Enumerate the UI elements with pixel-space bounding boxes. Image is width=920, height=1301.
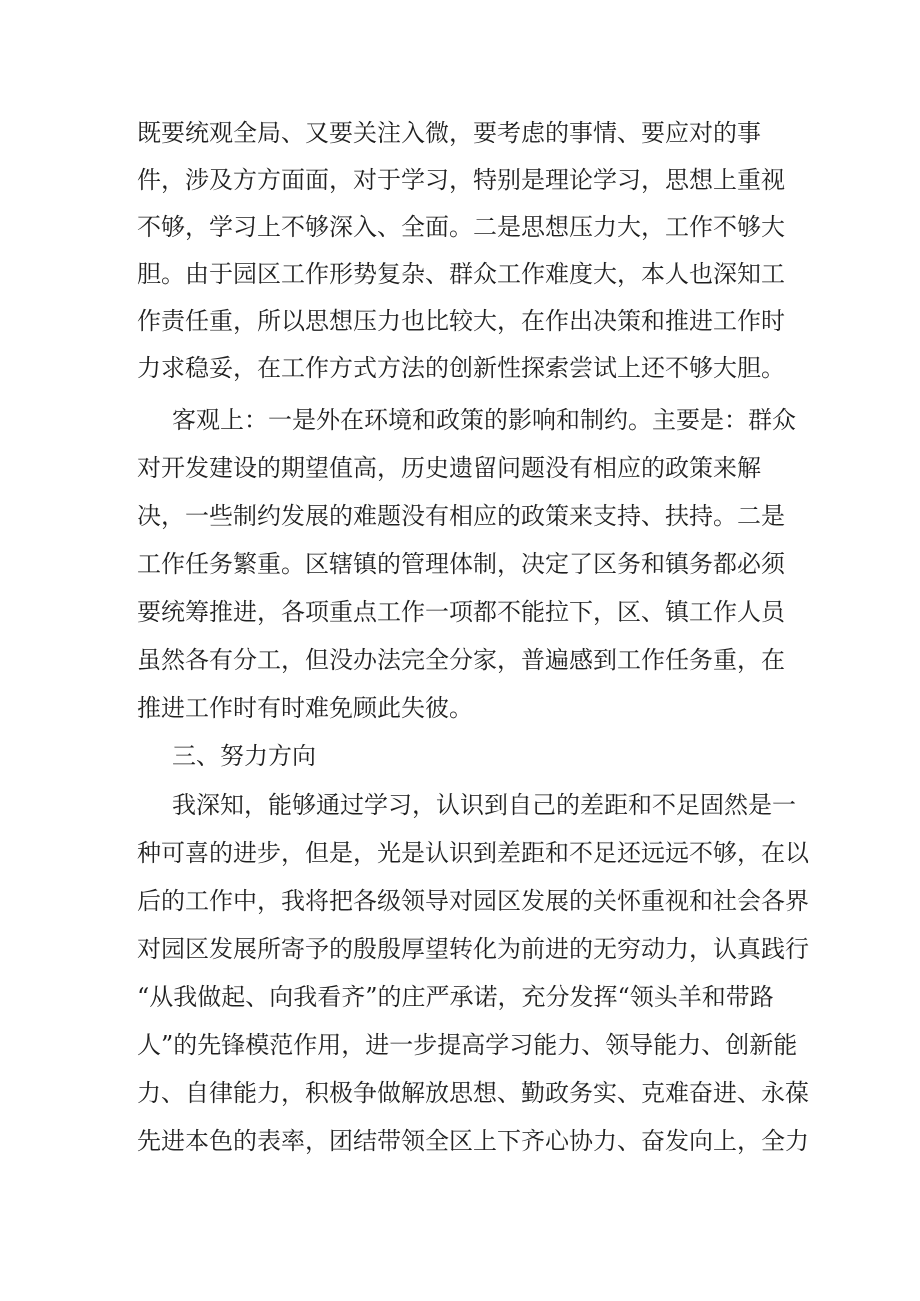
text-line-18: 对园区发展所寄予的殷殷厚望转化为前进的无穷动力，认真践行 (137, 935, 809, 963)
section-heading: 三、努力方向 (172, 742, 316, 770)
text-line-20: 人”的先锋模范作用，进一步提高学习能力、领导能力、创新能 (137, 1031, 798, 1059)
text-line-15: 我深知，能够通过学习，认识到自己的差距和不足固然是一 (172, 791, 796, 819)
text-line-8: 对开发建设的期望值高，历史遗留问题没有相应的政策来解 (137, 454, 761, 482)
text-line-13: 推进工作时有时难免顾此失彼。 (137, 694, 473, 722)
text-line-9: 决，一些制约发展的难题没有相应的政策来支持、扶持。二是 (137, 502, 785, 530)
text-line-4: 胆。由于园区工作形势复杂、群众工作难度大，本人也深知工 (137, 260, 785, 288)
text-line-5: 作责任重，所以思想压力也比较大，在作出决策和推进工作时 (137, 307, 785, 335)
text-line-11: 要统筹推进，各项重点工作一项都不能拉下，区、镇工作人员 (137, 598, 785, 626)
text-line-7: 客观上：一是外在环境和政策的影响和制约。主要是：群众 (172, 406, 796, 434)
text-line-10: 工作任务繁重。区辖镇的管理体制，决定了区务和镇务都必须 (137, 550, 785, 578)
text-line-16: 种可喜的进步，但是，光是认识到差距和不足还远远不够，在以 (137, 839, 809, 867)
text-line-19: “从我做起、向我看齐”的庄严承诺，充分发挥“领头羊和带路 (137, 983, 774, 1011)
text-line-2: 件，涉及方方面面，对于学习，特别是理论学习，思想上重视 (137, 166, 785, 194)
text-line-3: 不够，学习上不够深入、全面。二是思想压力大，工作不够大 (137, 213, 785, 241)
text-line-1: 既要统观全局、又要关注入微，要考虑的事情、要应对的事 (137, 119, 761, 147)
text-line-17: 后的工作中，我将把各级领导对园区发展的关怀重视和社会各界 (137, 887, 809, 915)
text-line-21: 力、自律能力，积极争做解放思想、勤政务实、克难奋进、永葆 (137, 1079, 809, 1107)
text-line-6: 力求稳妥，在工作方式方法的创新性探索尝试上还不够大胆。 (137, 354, 785, 382)
text-line-12: 虽然各有分工，但没办法完全分家，普遍感到工作任务重，在 (137, 646, 785, 674)
text-line-22: 先进本色的表率，团结带领全区上下齐心协力、奋发向上，全力 (137, 1127, 809, 1155)
